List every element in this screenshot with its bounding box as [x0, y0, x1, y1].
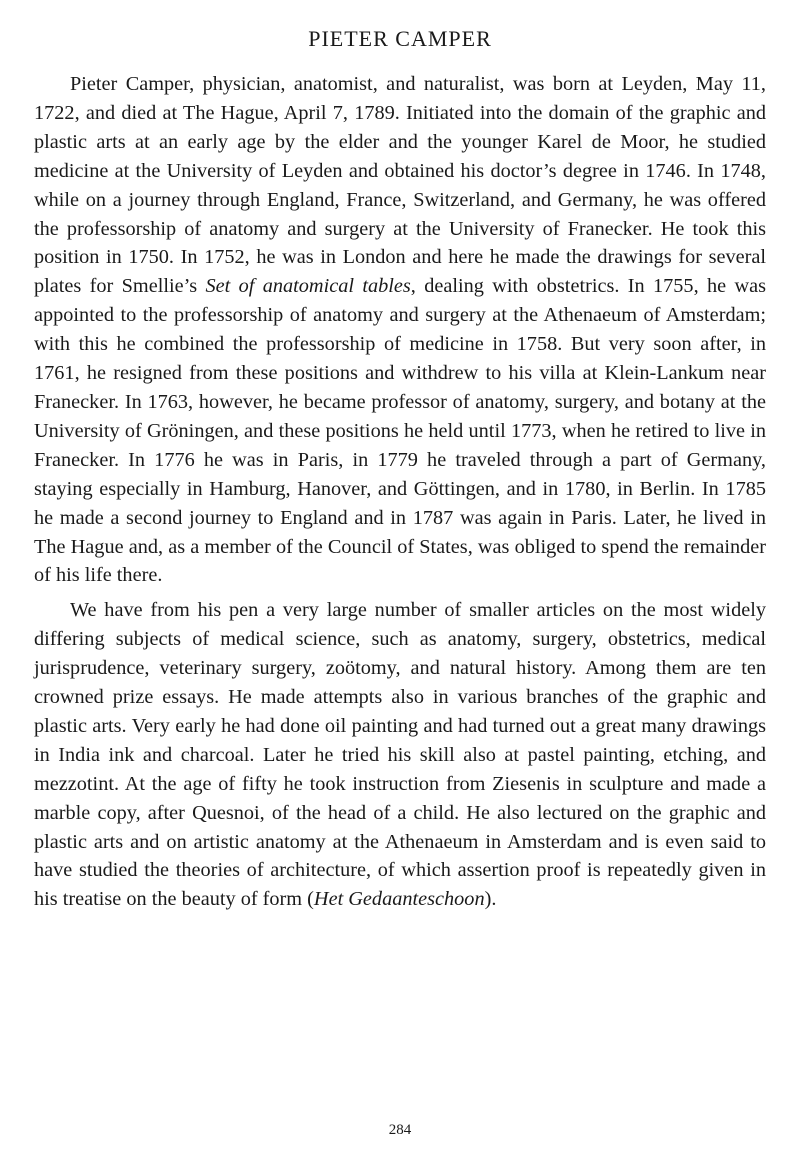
- page-number: 284: [388, 1122, 412, 1138]
- book-title-het-gedaanteschoon: Het Gedaanteschoon: [313, 888, 485, 911]
- body-paragraph-1: [34, 70, 766, 590]
- paragraph-1-text-2: , dealing with obstetrics. In 1755, he was appointed to the professorship of anatomy and surgery at the Athenaeum of Amsterdam; with this he combined the professorship of medicine in 1758. But very soon after, in 1761, he resigned from these positions and withdrew to his villa at Klein-Lankum near Franecker. In 1763, however, he became professor of anatomy, surgery, and botany at the University of Gröningen, and these positions he held until 1773, when he retired to live in Franecker. In 1776 he was in Paris, in 1779 he traveled through a part of Germany, staying especially in Hamburg, Hanover, and Göttingen, and in 1780, in Berlin. In 1785 he made a second journey to England and in 1787 was again in Paris. Later, he lived in The Hague and, as a member of the Council of States, was obliged to spend the remainder of his life there.: [34, 275, 767, 587]
- body-paragraph-2: [34, 596, 766, 914]
- book-title-set-of-anatomical-tables: Set of anatomical tables: [205, 275, 411, 298]
- page-title: PIETER CAMPER: [308, 26, 492, 51]
- paragraph-1-text-1: Pieter Camper, physician, anatomist, and naturalist, was born at Leyden, May 11, 1722, and died at The Hague, April 7, 1789. Initiated into the domain of the graphic and plastic arts at an early age by the elder and the younger Karel de Moor, he studied medicine at the University of Leyden and obtained his doctor’s degree in 1746. In 1748, while on a journey through England, France, Switzerland, and Germany, he was offered the professorship of anatomy and surgery at the University of Franecker. He took this position in 1750. In 1752, he was in London and here he made the drawings for several plates for Smellie’s: [34, 73, 766, 298]
- paragraph-2-text-2: ).: [484, 888, 497, 911]
- paragraph-2-text-1: We have from his pen a very large number of smaller articles on the most widely differing subjects of medical science, such as anatomy, surgery, obstetrics, medical jurisprudence, veterinary surgery, zoötomy, and natural history. Among them are ten crowned prize essays. He made attempts also in various branches of the graphic and plastic arts. Very early he had done oil painting and had turned out a great many drawings in India ink and charcoal. Later he tried his skill also at pastel painting, etching, and mezzotint. At the age of fifty he took instruction from Ziesenis in sculpture and made a marble copy, after Quesnoi, of the head of a child. He also lectured on the graphic and plastic arts and on artistic anatomy at the Athenaeum in Amsterdam and is even said to have studied the theories of architecture, of which assertion proof is repeatedly given in his treatise on the beauty of form (: [34, 599, 766, 911]
